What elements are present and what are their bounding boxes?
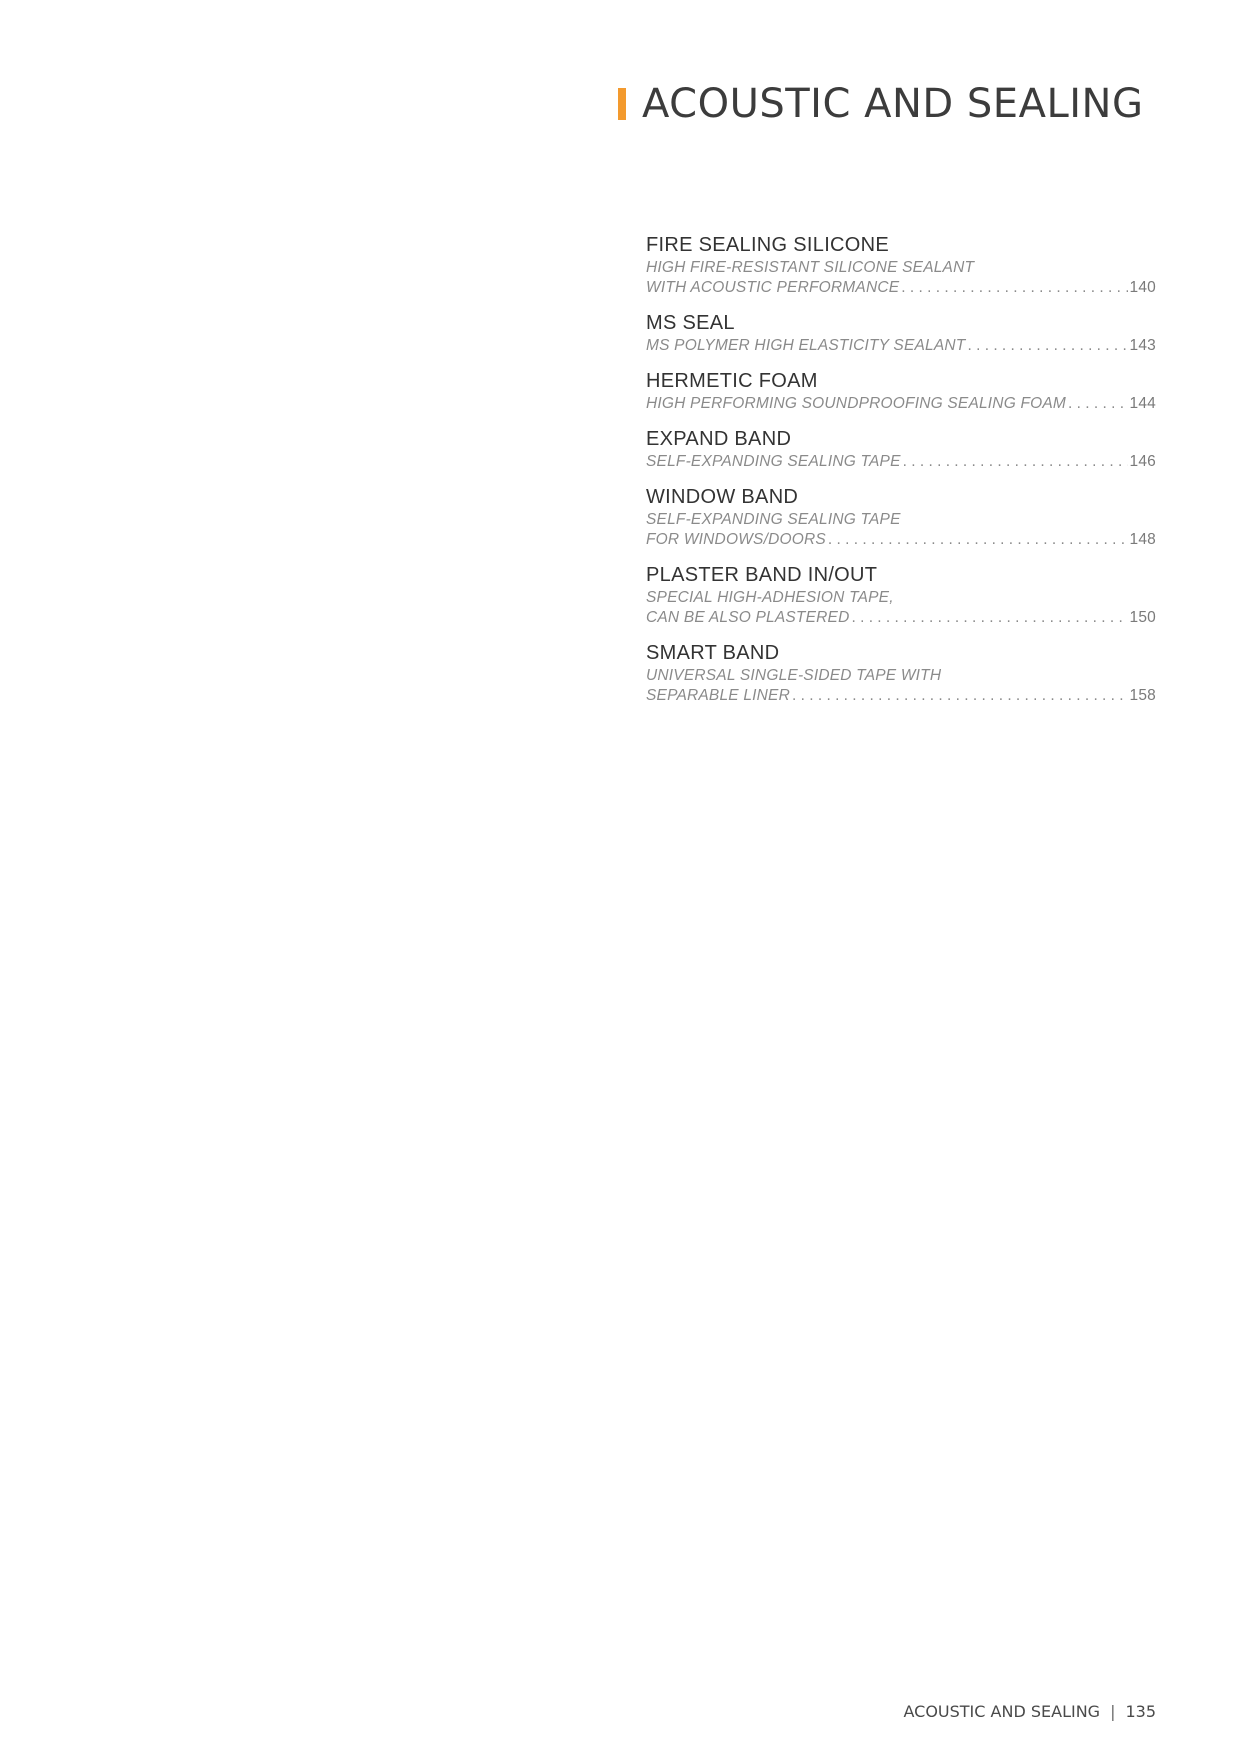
dot-leader [828,530,1128,550]
toc-entry-title: SMART BAND [646,642,780,664]
dot-leader [851,608,1127,628]
toc-page-number[interactable]: 158 [1129,687,1156,704]
toc-entry[interactable] [646,562,1156,628]
toc-entry[interactable] [646,640,1156,706]
toc-entry-title: FIRE SEALING SILICONE [646,234,890,256]
table-of-contents [646,232,1156,718]
toc-entry-description-last-line [646,394,1156,414]
toc-entry[interactable] [646,368,1156,414]
toc-entry-title: EXPAND BAND [646,428,792,450]
toc-entry[interactable] [646,232,1156,298]
toc-entry-title: MS SEAL [646,312,735,334]
toc-entry-description: HIGH FIRE-RESISTANT SILICONE SEALANT [646,259,975,276]
toc-entry-description: SPECIAL HIGH-ADHESION TAPE, [646,589,894,606]
dot-leader [901,278,1127,298]
footer-section-label: ACOUSTIC AND SEALING [903,1702,1101,1721]
toc-entry-title: PLASTER BAND IN/OUT [646,564,878,586]
toc-entry-description: SEPARABLE LINER [646,687,790,704]
footer-page-number: 135 [1125,1702,1156,1721]
dot-leader [1068,394,1127,414]
toc-entry-description: SELF-EXPANDING SEALING TAPE [646,453,901,470]
toc-entry[interactable] [646,484,1156,550]
toc-page-number[interactable]: 143 [1129,337,1156,354]
footer-separator: | [1110,1702,1116,1721]
toc-entry-description-last-line [646,530,1156,550]
toc-entry-description: CAN BE ALSO PLASTERED [646,609,850,626]
toc-entry-description: HIGH PERFORMING SOUNDPROOFING SEALING FOAM [646,395,1067,412]
toc-page-number[interactable]: 140 [1129,279,1156,296]
toc-entry-description: WITH ACOUSTIC PERFORMANCE [646,279,900,296]
dot-leader [967,336,1127,356]
toc-entry-description-last-line [646,452,1156,472]
toc-entry-description: UNIVERSAL SINGLE-SIDED TAPE WITH [646,667,942,684]
toc-entry-description: FOR WINDOWS/DOORS [646,531,826,548]
toc-entry[interactable] [646,426,1156,472]
toc-page-number[interactable]: 148 [1129,531,1156,548]
dot-leader [903,452,1128,472]
section-header [618,82,1143,126]
page-title: ACOUSTIC AND SEALING [642,81,1144,127]
page-footer [903,1702,1156,1721]
dot-leader [792,686,1128,706]
toc-entry-title: HERMETIC FOAM [646,370,818,392]
toc-entry-description: MS POLYMER HIGH ELASTICITY SEALANT [646,337,966,354]
toc-page-number[interactable]: 150 [1129,609,1156,626]
toc-entry-description: SELF-EXPANDING SEALING TAPE [646,511,901,528]
toc-page-number[interactable]: 144 [1129,395,1156,412]
toc-page-number[interactable]: 146 [1129,453,1156,470]
toc-entry-title: WINDOW BAND [646,486,799,508]
toc-entry-description-last-line [646,608,1156,628]
accent-bar [618,88,626,120]
toc-entry-description-last-line [646,278,1156,298]
toc-entry-description-last-line [646,686,1156,706]
toc-entry[interactable] [646,310,1156,356]
toc-entry-description-last-line [646,336,1156,356]
